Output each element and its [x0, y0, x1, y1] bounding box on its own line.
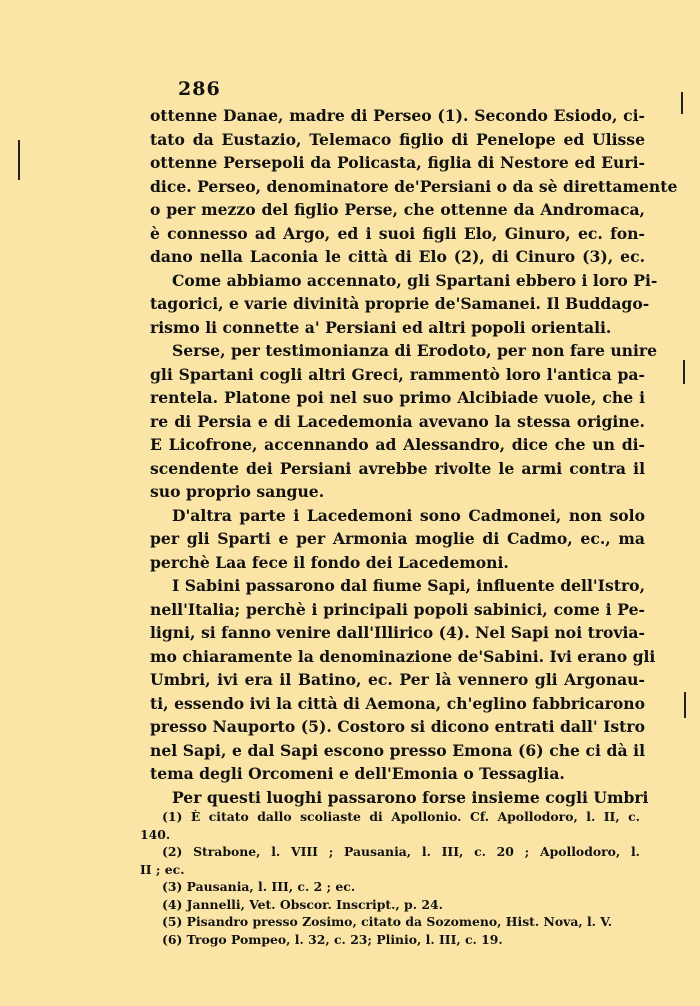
text-line: scendente dei Persiani avrebbe rivolte le armi contra il	[150, 458, 645, 478]
text-line: I Sabini passarono dal fiume Sapi, influente dell'Istro,	[172, 576, 645, 595]
text-line: tema degli Orcomeni e dell'Emonia o Tessaglia.	[150, 764, 565, 783]
text-line: tagorici, e varie divinità proprie de'Samanei. Il Buddago-	[150, 294, 650, 313]
text-line: gli Spartani cogli altri Greci, rammentò loro l'antica pa-	[150, 364, 645, 384]
page-number: 286	[178, 78, 221, 100]
text-line: perchè Laa fece il fondo dei Lacedemoni.	[150, 552, 509, 572]
footnote-line: (4) Jannelli, Vet. Obscor. Inscript., p. 24.	[162, 896, 443, 912]
text-line: presso Nauporto (5). Costoro si dicono entrati dall' Istro	[150, 717, 645, 736]
footnote-line: II ; ec.	[140, 861, 185, 877]
text-line: nell'Italia; perchè i principali popoli sabinici, come i Pe-	[150, 599, 645, 619]
text-line: rentela. Platone poi nel suo primo Alcibiade vuole, che i	[150, 388, 645, 407]
text-line: ottenne Persepoli da Policasta, figlia di Nestore ed Euri-	[150, 153, 645, 172]
text-line: dano nella Laconia le città di Elo (2), di Cinuro (3), ec.	[150, 247, 645, 266]
footnote-line: (1) È citato dallo scoliaste di Apollonio. Cf. Apollodoro, l. II, c.	[162, 809, 640, 824]
text-line: E Licofrone, accennando ad Alessandro, dice che un di-	[150, 435, 645, 454]
text-line: ottenne Danae, madre di Perseo (1). Secondo Esiodo, ci-	[150, 106, 645, 125]
text-line: Umbri, ivi era il Batino, ec. Per là vennero gli Argonau-	[150, 670, 645, 689]
text-line: mo chiaramente la denominazione de'Sabini. Ivi erano gli	[150, 646, 656, 666]
text-line: è connesso ad Argo, ed i suoi figli Elo, Ginuro, ec. fon-	[150, 223, 645, 243]
body-text	[150, 104, 678, 809]
right-margin-mark-top	[681, 92, 683, 114]
text-line: Serse, per testimonianza di Erodoto, per non fare unire	[172, 341, 658, 360]
text-line: Per questi luoghi passarono forse insieme cogli Umbri	[172, 787, 649, 807]
text-line: dice. Perseo, denominatore de'Persiani o da sè direttamente	[150, 176, 678, 196]
text-line: tato da Eustazio, Telemaco figlio di Penelope ed Ulisse	[150, 129, 645, 149]
text-line: D'altra parte i Lacedemoni sono Cadmonei, non solo	[172, 505, 645, 525]
footnote-line: 140.	[140, 826, 171, 842]
text-line: nel Sapi, e dal Sapi escono presso Emona (6) che ci dà il	[150, 740, 645, 760]
footnote-line: (6) Trogo Pompeo, l. 32, c. 23; Plinio, l. III, c. 19.	[162, 931, 503, 947]
footnote-line: (2) Strabone, l. VIII ; Pausania, l. III, c. 20 ; Apollodoro, l.	[162, 844, 640, 859]
right-margin-mark-middle	[683, 360, 685, 384]
right-margin-mark-bottom	[684, 692, 686, 718]
text-line: re di Persia e di Lacedemonia avevano la stessa origine.	[150, 411, 645, 431]
text-line: suo proprio sangue.	[150, 482, 325, 501]
text-line: ligni, si fanno venire dall'Illirico (4). Nel Sapi noi trovia-	[150, 623, 645, 642]
text-line: rismo li connette a' Persiani ed altri popoli orientali.	[150, 317, 612, 337]
text-line: ti, essendo ivi la città di Aemona, ch'eglino fabbricarono	[150, 693, 645, 713]
footnote-line: (5) Pisandro presso Zosimo, citato da Sozomeno, Hist. Nova, l. V.	[162, 914, 613, 929]
footnotes	[140, 808, 640, 948]
text-line: o per mezzo del figlio Perse, che ottenne da Andromaca,	[150, 200, 645, 219]
text-line: per gli Sparti e per Armonia moglie di Cadmo, ec., ma	[150, 529, 645, 548]
text-line: Come abbiamo accennato, gli Spartani ebbero i loro Pi-	[172, 270, 658, 290]
left-margin-mark	[18, 140, 20, 180]
footnote-line: (3) Pausania, l. III, c. 2 ; ec.	[162, 879, 356, 894]
